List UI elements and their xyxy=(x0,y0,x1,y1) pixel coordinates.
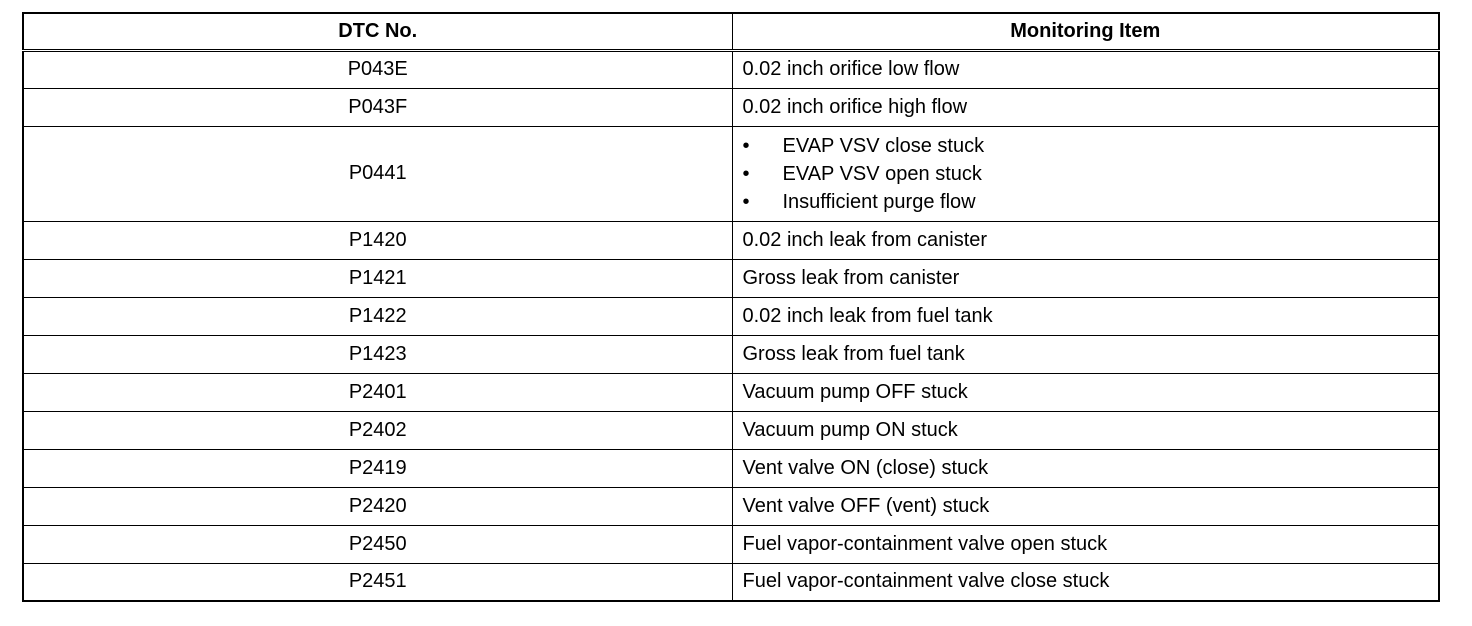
monitoring-item-list xyxy=(743,132,1429,216)
table-row xyxy=(23,411,1439,449)
table-row xyxy=(23,525,1439,563)
table-row xyxy=(23,221,1439,259)
dtc-code-cell: P2420 xyxy=(23,487,732,525)
monitoring-item-cell: Fuel vapor-containment valve open stuck xyxy=(732,525,1439,563)
dtc-code-cell: P043F xyxy=(23,88,732,126)
dtc-code-cell: P1421 xyxy=(23,259,732,297)
table-header-row xyxy=(23,13,1439,50)
dtc-code-cell: P2450 xyxy=(23,525,732,563)
monitoring-item-cell: 0.02 inch leak from canister xyxy=(732,221,1439,259)
table-row xyxy=(23,373,1439,411)
bullet-icon: • xyxy=(742,162,750,185)
monitoring-item-cell: 0.02 inch leak from fuel tank xyxy=(732,297,1439,335)
monitoring-item-header: Monitoring Item xyxy=(732,13,1439,50)
list-item xyxy=(743,160,1429,188)
monitoring-item-cell: Gross leak from canister xyxy=(732,259,1439,297)
table-row xyxy=(23,126,1439,221)
dtc-code-cell: P1420 xyxy=(23,221,732,259)
dtc-code-cell: P1423 xyxy=(23,335,732,373)
dtc-monitoring-table xyxy=(22,12,1440,602)
table-row xyxy=(23,487,1439,525)
table-row xyxy=(23,88,1439,126)
monitoring-item-cell: 0.02 inch orifice high flow xyxy=(732,88,1439,126)
table-row xyxy=(23,335,1439,373)
bullet-icon: • xyxy=(742,134,750,157)
table-row xyxy=(23,563,1439,601)
dtc-code-cell: P0441 xyxy=(23,126,732,221)
dtc-code-cell: P043E xyxy=(23,50,732,88)
table-row xyxy=(23,259,1439,297)
monitoring-item-cell: Vent valve ON (close) stuck xyxy=(732,449,1439,487)
monitoring-item-cell: Vent valve OFF (vent) stuck xyxy=(732,487,1439,525)
monitoring-item-cell: Vacuum pump ON stuck xyxy=(732,411,1439,449)
dtc-code-cell: P2451 xyxy=(23,563,732,601)
monitoring-item-cell: 0.02 inch orifice low flow xyxy=(732,50,1439,88)
list-item-text: EVAP VSV open stuck xyxy=(782,162,982,185)
list-item-text: EVAP VSV close stuck xyxy=(782,134,985,157)
table-row xyxy=(23,297,1439,335)
list-item xyxy=(743,188,1429,216)
dtc-code-cell: P1422 xyxy=(23,297,732,335)
list-item xyxy=(743,132,1429,160)
list-item-text: Insufficient purge flow xyxy=(782,190,976,213)
monitoring-item-cell xyxy=(732,126,1439,221)
dtc-code-cell: P2402 xyxy=(23,411,732,449)
dtc-number-header: DTC No. xyxy=(23,13,732,50)
bullet-icon: • xyxy=(742,190,750,213)
monitoring-item-cell: Fuel vapor-containment valve close stuck xyxy=(732,563,1439,601)
table-row xyxy=(23,449,1439,487)
monitoring-item-cell: Gross leak from fuel tank xyxy=(732,335,1439,373)
dtc-code-cell: P2419 xyxy=(23,449,732,487)
table-row xyxy=(23,50,1439,88)
monitoring-item-cell: Vacuum pump OFF stuck xyxy=(732,373,1439,411)
dtc-code-cell: P2401 xyxy=(23,373,732,411)
